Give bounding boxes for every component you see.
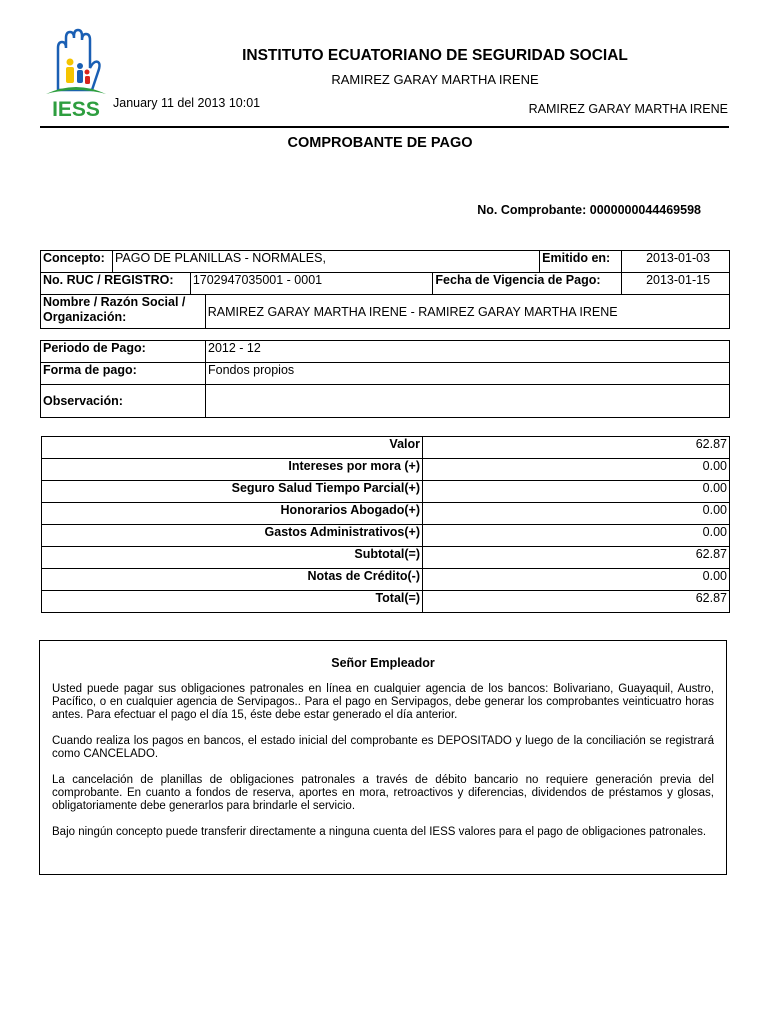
amount-value: 0.00	[423, 569, 730, 591]
notice-title: Señor Empleador	[331, 656, 435, 670]
periodo-label: Periodo de Pago:	[41, 341, 206, 363]
emitido-label: Emitido en:	[540, 251, 622, 273]
forma-label: Forma de pago:	[41, 363, 206, 385]
periodo-value: 2012 - 12	[206, 341, 730, 363]
amount-row	[42, 459, 730, 481]
concepto-value: PAGO DE PLANILLAS - NORMALES,	[112, 251, 539, 273]
institution-title: INSTITUTO ECUATORIANO DE SEGURIDAD SOCIAL	[242, 47, 628, 64]
ruc-label: No. RUC / REGISTRO:	[41, 273, 191, 295]
header-name: RAMIREZ GARAY MARTHA IRENE	[331, 72, 539, 87]
document-title: COMPROBANTE DE PAGO	[287, 135, 473, 151]
amount-label: Seguro Salud Tiempo Parcial(+)	[42, 481, 423, 503]
forma-value: Fondos propios	[206, 363, 730, 385]
notice-paragraph: Usted puede pagar sus obligaciones patronales en línea en cualquier agencia de los bancos: Bolivariano, Guayaquil, Austro, Pacífico, o en cualquier agencia de Servipagos.. Para el pago en Servipagos, debe generar los comprobantes veinticuatro horas antes. Para efectuar el pago el día 15, éste debe estar generado el día anterior.	[52, 683, 714, 721]
info-table	[40, 250, 730, 329]
amount-row	[42, 547, 730, 569]
amount-row	[42, 525, 730, 547]
vigencia-label: Fecha de Vigencia de Pago:	[433, 273, 622, 295]
amount-value: 0.00	[423, 525, 730, 547]
amount-row	[42, 569, 730, 591]
issue-datetime: January 11 del 2013 10:01	[113, 96, 261, 110]
ruc-value: 1702947035001 - 0001	[190, 273, 433, 295]
amount-value: 62.87	[423, 437, 730, 459]
amount-row	[42, 591, 730, 613]
nombre-label: Nombre / Razón Social / Organización:	[41, 295, 206, 329]
header-divider	[40, 126, 729, 128]
notice-paragraph: La cancelación de planillas de obligaciones patronales a través de débito bancario no requiere generación previa del comprobante. En cuanto a fondos de reserva, aportes en mora, retroactivos y diferencias, dividendos de préstamos y glosas, obligatoriamente debe generarlos para brindarle el servicio.	[52, 774, 714, 812]
amount-label: Valor	[42, 437, 423, 459]
period-table	[40, 340, 730, 418]
amount-label: Notas de Crédito(-)	[42, 569, 423, 591]
notice-paragraph: Cuando realiza los pagos en bancos, el estado inicial del comprobante es DEPOSITADO y luego de la conciliación se registrará como CANCELADO.	[52, 735, 714, 760]
iess-logo	[40, 28, 112, 120]
amount-value: 0.00	[423, 481, 730, 503]
header-name-right: RAMIREZ GARAY MARTHA IRENE	[528, 102, 728, 116]
notice-paragraph: Bajo ningún concepto puede transferir directamente a ninguna cuenta del IESS valores para el pago de obligaciones patronales.	[52, 826, 707, 838]
vigencia-value: 2013-01-15	[622, 273, 730, 295]
amount-row	[42, 437, 730, 459]
amount-value: 62.87	[423, 591, 730, 613]
svg-text:IESS: IESS	[52, 98, 100, 120]
amount-label: Subtotal(=)	[42, 547, 423, 569]
comprobante-number: No. Comprobante: 0000000044469598	[477, 203, 701, 217]
amount-label: Honorarios Abogado(+)	[42, 503, 423, 525]
amount-label: Total(=)	[42, 591, 423, 613]
amounts-table	[41, 436, 730, 613]
observacion-value	[206, 385, 730, 418]
amount-row	[42, 503, 730, 525]
amount-label: Gastos Administrativos(+)	[42, 525, 423, 547]
amount-value: 0.00	[423, 503, 730, 525]
observacion-label: Observación:	[41, 385, 206, 418]
amount-value: 62.87	[423, 547, 730, 569]
employer-notice	[39, 640, 727, 875]
amount-row	[42, 481, 730, 503]
amount-value: 0.00	[423, 459, 730, 481]
amount-label: Intereses por mora (+)	[42, 459, 423, 481]
concepto-label: Concepto:	[41, 251, 113, 273]
emitido-value: 2013-01-03	[622, 251, 730, 273]
nombre-value: RAMIREZ GARAY MARTHA IRENE - RAMIREZ GARAY MARTHA IRENE	[205, 295, 729, 329]
